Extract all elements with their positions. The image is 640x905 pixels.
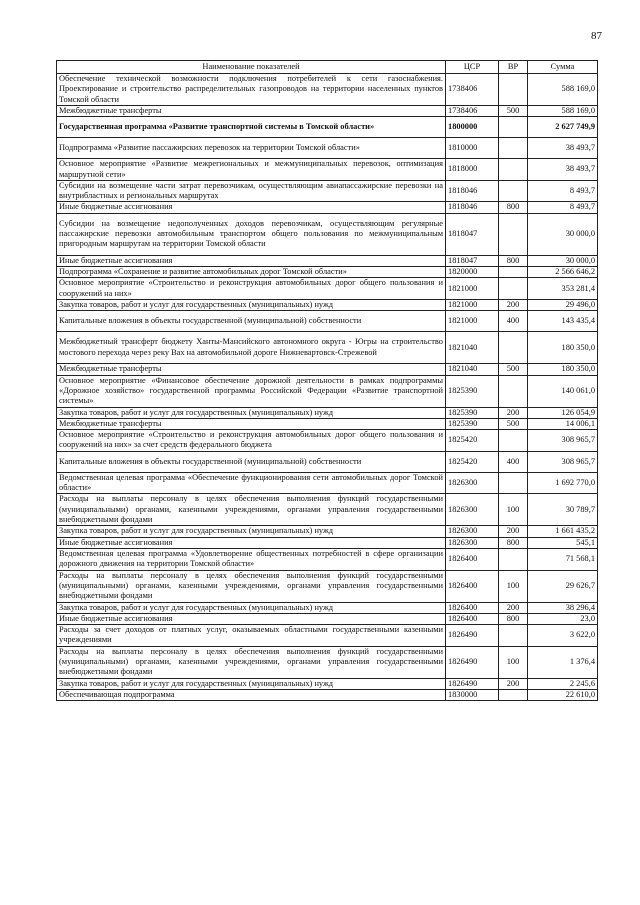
- row-name-cell: Расходы за счет доходов от платных услуг, оказываемых областными государственными казенными учреждениями: [57, 625, 446, 647]
- row-vr-cell: [499, 159, 528, 181]
- table-row: [57, 690, 598, 701]
- row-name-cell: Межбюджетный трансферт бюджету Ханты-Мансийского автономного округа - Югры на строительство мостового перехода через реку Вах на автомобильной дороге Нижневартовск-Стрежевой: [57, 332, 446, 364]
- row-name-cell: Подпрограмма «Развитие пассажирских перевозок на территории Томской области»: [57, 138, 446, 159]
- row-sum-cell: 14 006,1: [528, 418, 598, 429]
- row-vr-cell: [499, 213, 528, 255]
- row-csr-cell: 1826300: [446, 537, 499, 548]
- row-csr-cell: 1821040: [446, 364, 499, 375]
- table-row: [57, 625, 598, 647]
- row-csr-cell: 1826300: [446, 494, 499, 526]
- row-name-cell: Иные бюджетные ассигнования: [57, 537, 446, 548]
- row-vr-cell: 500: [499, 106, 528, 117]
- row-name-cell: Основное мероприятие «Строительство и реконструкция автомобильных дорог общего пользования и сооружений на них» за счет средств федерального бюджета: [57, 430, 446, 452]
- row-sum-cell: 140 061,0: [528, 375, 598, 407]
- row-name-cell: Иные бюджетные ассигнования: [57, 613, 446, 624]
- table-row: [57, 117, 598, 138]
- row-sum-cell: 588 169,0: [528, 74, 598, 106]
- row-vr-cell: [499, 267, 528, 278]
- row-name-cell: Подпрограмма «Сохранение и развитие автомобильных дорог Томской области»: [57, 267, 446, 278]
- row-sum-cell: 126 054,9: [528, 407, 598, 418]
- row-csr-cell: 1826400: [446, 613, 499, 624]
- table-row: [57, 494, 598, 526]
- row-csr-cell: 1821000: [446, 278, 499, 300]
- column-header-csr: ЦСР: [446, 61, 499, 74]
- table-row: [57, 451, 598, 472]
- table-row: [57, 430, 598, 452]
- row-name-cell: Основное мероприятие «Развитие межрегиональных и межмуниципальных перевозок, оптимизация маршрутной сети»: [57, 159, 446, 181]
- row-name-cell: Закупка товаров, работ и услуг для государственных (муниципальных) нужд: [57, 526, 446, 537]
- row-csr-cell: 1826300: [446, 472, 499, 494]
- row-name-cell: Капитальные вложения в объекты государственной (муниципальной) собственности: [57, 451, 446, 472]
- row-name-cell: Расходы на выплаты персоналу в целях обеспечения выполнения функций государственными (муниципальными) органами, казенными учреждениями, органами управления государственными внебюджетными фондами: [57, 570, 446, 602]
- row-sum-cell: 8 493,7: [528, 180, 598, 202]
- row-vr-cell: 200: [499, 407, 528, 418]
- row-csr-cell: 1818046: [446, 180, 499, 202]
- table-row: [57, 613, 598, 624]
- row-vr-cell: 200: [499, 526, 528, 537]
- row-vr-cell: 800: [499, 537, 528, 548]
- row-sum-cell: 3 622,0: [528, 625, 598, 647]
- row-vr-cell: 200: [499, 602, 528, 613]
- table-row: [57, 213, 598, 255]
- row-vr-cell: [499, 472, 528, 494]
- row-csr-cell: 1830000: [446, 690, 499, 701]
- table-row: [57, 526, 598, 537]
- table-row: [57, 375, 598, 407]
- row-name-cell: Межбюджетные трансферты: [57, 106, 446, 117]
- row-vr-cell: 500: [499, 418, 528, 429]
- row-name-cell: Субсидии на возмещение части затрат перевозчикам, осуществляющим авиапассажирские перевозки на внутрибластных и региональных маршрутах: [57, 180, 446, 202]
- table-row: [57, 570, 598, 602]
- row-csr-cell: 1826400: [446, 548, 499, 570]
- row-name-cell: Обеспечивающая подпрограмма: [57, 690, 446, 701]
- row-csr-cell: 1818047: [446, 255, 499, 266]
- row-csr-cell: 1826400: [446, 570, 499, 602]
- row-csr-cell: 1821000: [446, 311, 499, 332]
- row-sum-cell: 30 000,0: [528, 213, 598, 255]
- row-sum-cell: 353 281,4: [528, 278, 598, 300]
- row-name-cell: Иные бюджетные ассигнования: [57, 202, 446, 213]
- row-name-cell: Закупка товаров, работ и услуг для государственных (муниципальных) нужд: [57, 299, 446, 310]
- row-sum-cell: 71 568,1: [528, 548, 598, 570]
- row-name-cell: Обеспечение технической возможности подключения потребителей к сети газоснабжения. Проектирование и строительство распределительных газопроводов на территории населенных пунктов Томской области: [57, 74, 446, 106]
- table-row: [57, 602, 598, 613]
- row-vr-cell: 100: [499, 494, 528, 526]
- row-sum-cell: 29 626,7: [528, 570, 598, 602]
- row-name-cell: Субсидии на возмещение недополученных доходов перевозчикам, осуществляющим регулярные пассажирские перевозки автомобильным транспортом общего пользования по межмуниципальным пригородным маршрутам на территории Томской области: [57, 213, 446, 255]
- row-sum-cell: 588 169,0: [528, 106, 598, 117]
- budget-table: [56, 60, 598, 701]
- table-row: [57, 278, 598, 300]
- row-csr-cell: 1820000: [446, 267, 499, 278]
- row-csr-cell: 1821040: [446, 332, 499, 364]
- row-csr-cell: 1825420: [446, 451, 499, 472]
- row-vr-cell: [499, 74, 528, 106]
- row-sum-cell: 30 789,7: [528, 494, 598, 526]
- row-name-cell: Расходы на выплаты персоналу в целях обеспечения выполнения функций государственными (муниципальными) органами, казенными учреждениями, органами управления государственными внебюджетными фондами: [57, 646, 446, 678]
- row-vr-cell: [499, 117, 528, 138]
- table-row: [57, 106, 598, 117]
- table-row: [57, 74, 598, 106]
- row-sum-cell: 1 692 770,0: [528, 472, 598, 494]
- row-sum-cell: 2 245,6: [528, 678, 598, 689]
- row-vr-cell: 400: [499, 311, 528, 332]
- row-sum-cell: 1 661 435,2: [528, 526, 598, 537]
- row-csr-cell: 1738406: [446, 106, 499, 117]
- row-csr-cell: 1800000: [446, 117, 499, 138]
- row-vr-cell: 200: [499, 678, 528, 689]
- row-name-cell: Ведомственная целевая программа «Удовлетворение общественных потребностей в сфере организации дорожного движения на территории Томской области»: [57, 548, 446, 570]
- row-sum-cell: 22 610,0: [528, 690, 598, 701]
- table-row: [57, 180, 598, 202]
- column-header-sum: Сумма: [528, 61, 598, 74]
- row-sum-cell: 143 435,4: [528, 311, 598, 332]
- row-vr-cell: [499, 430, 528, 452]
- column-header-name: Наименование показателей: [57, 61, 446, 74]
- row-csr-cell: 1810000: [446, 138, 499, 159]
- table-row: [57, 311, 598, 332]
- row-vr-cell: [499, 375, 528, 407]
- table-row: [57, 159, 598, 181]
- row-csr-cell: 1825390: [446, 407, 499, 418]
- table-row: [57, 202, 598, 213]
- row-sum-cell: 8 493,7: [528, 202, 598, 213]
- table-row: [57, 407, 598, 418]
- row-sum-cell: 1 376,4: [528, 646, 598, 678]
- row-vr-cell: [499, 138, 528, 159]
- table-row: [57, 332, 598, 364]
- table-row: [57, 472, 598, 494]
- row-name-cell: Межбюджетные трансферты: [57, 418, 446, 429]
- table-row: [57, 299, 598, 310]
- row-vr-cell: [499, 332, 528, 364]
- row-vr-cell: 400: [499, 451, 528, 472]
- row-name-cell: Основное мероприятие «Строительство и реконструкция автомобильных дорог общего пользования и сооружений на них»: [57, 278, 446, 300]
- row-csr-cell: 1821000: [446, 299, 499, 310]
- row-sum-cell: 30 000,0: [528, 255, 598, 266]
- row-sum-cell: 23,0: [528, 613, 598, 624]
- table-row: [57, 364, 598, 375]
- row-vr-cell: 500: [499, 364, 528, 375]
- row-csr-cell: 1818047: [446, 213, 499, 255]
- row-csr-cell: 1825390: [446, 418, 499, 429]
- row-vr-cell: [499, 180, 528, 202]
- row-csr-cell: 1826490: [446, 646, 499, 678]
- table-header-row: [57, 61, 598, 74]
- row-name-cell: Закупка товаров, работ и услуг для государственных (муниципальных) нужд: [57, 602, 446, 613]
- row-sum-cell: 38 296,4: [528, 602, 598, 613]
- row-name-cell: Ведомственная целевая программа «Обеспечение функционирования сети автомобильных дорог Томской области»: [57, 472, 446, 494]
- row-sum-cell: 2 627 749,9: [528, 117, 598, 138]
- row-sum-cell: 308 965,7: [528, 451, 598, 472]
- row-sum-cell: 180 350,0: [528, 364, 598, 375]
- row-name-cell: Закупка товаров, работ и услуг для государственных (муниципальных) нужд: [57, 678, 446, 689]
- row-vr-cell: [499, 548, 528, 570]
- row-name-cell: Капитальные вложения в объекты государственной (муниципальной) собственности: [57, 311, 446, 332]
- row-name-cell: Государственная программа «Развитие транспортной системы в Томской области»: [57, 117, 446, 138]
- table-row: [57, 537, 598, 548]
- table-row: [57, 138, 598, 159]
- table-row: [57, 548, 598, 570]
- row-sum-cell: 308 965,7: [528, 430, 598, 452]
- table-row: [57, 646, 598, 678]
- row-csr-cell: 1818046: [446, 202, 499, 213]
- row-csr-cell: 1826490: [446, 625, 499, 647]
- column-header-vr: ВР: [499, 61, 528, 74]
- row-sum-cell: 29 496,0: [528, 299, 598, 310]
- row-vr-cell: 100: [499, 570, 528, 602]
- table-row: [57, 418, 598, 429]
- row-csr-cell: 1826490: [446, 678, 499, 689]
- row-vr-cell: [499, 625, 528, 647]
- row-csr-cell: 1818000: [446, 159, 499, 181]
- row-csr-cell: 1825420: [446, 430, 499, 452]
- row-csr-cell: 1826300: [446, 526, 499, 537]
- row-csr-cell: 1825390: [446, 375, 499, 407]
- row-sum-cell: 180 350,0: [528, 332, 598, 364]
- row-vr-cell: 800: [499, 613, 528, 624]
- row-vr-cell: 800: [499, 255, 528, 266]
- row-vr-cell: [499, 690, 528, 701]
- row-csr-cell: 1826400: [446, 602, 499, 613]
- row-vr-cell: [499, 278, 528, 300]
- row-sum-cell: 545,1: [528, 537, 598, 548]
- row-vr-cell: 200: [499, 299, 528, 310]
- row-sum-cell: 38 493,7: [528, 138, 598, 159]
- table-row: [57, 267, 598, 278]
- row-sum-cell: 2 566 646,2: [528, 267, 598, 278]
- row-name-cell: Иные бюджетные ассигнования: [57, 255, 446, 266]
- row-csr-cell: 1738406: [446, 74, 499, 106]
- row-name-cell: Расходы на выплаты персоналу в целях обеспечения выполнения функций государственными (муниципальными) органами, казенными учреждениями, органами управления государственными внебюджетными фондами: [57, 494, 446, 526]
- table-row: [57, 255, 598, 266]
- page-number: 87: [591, 30, 602, 42]
- row-name-cell: Межбюджетные трансферты: [57, 364, 446, 375]
- row-name-cell: Основное мероприятие «Финансовое обеспечение дорожной деятельности в рамках подпрограммы «Дорожное хозяйство» государственной программы Российской Федерации «Развитие транспортной системы»: [57, 375, 446, 407]
- table-row: [57, 678, 598, 689]
- row-vr-cell: 100: [499, 646, 528, 678]
- row-vr-cell: 800: [499, 202, 528, 213]
- row-sum-cell: 38 493,7: [528, 159, 598, 181]
- row-name-cell: Закупка товаров, работ и услуг для государственных (муниципальных) нужд: [57, 407, 446, 418]
